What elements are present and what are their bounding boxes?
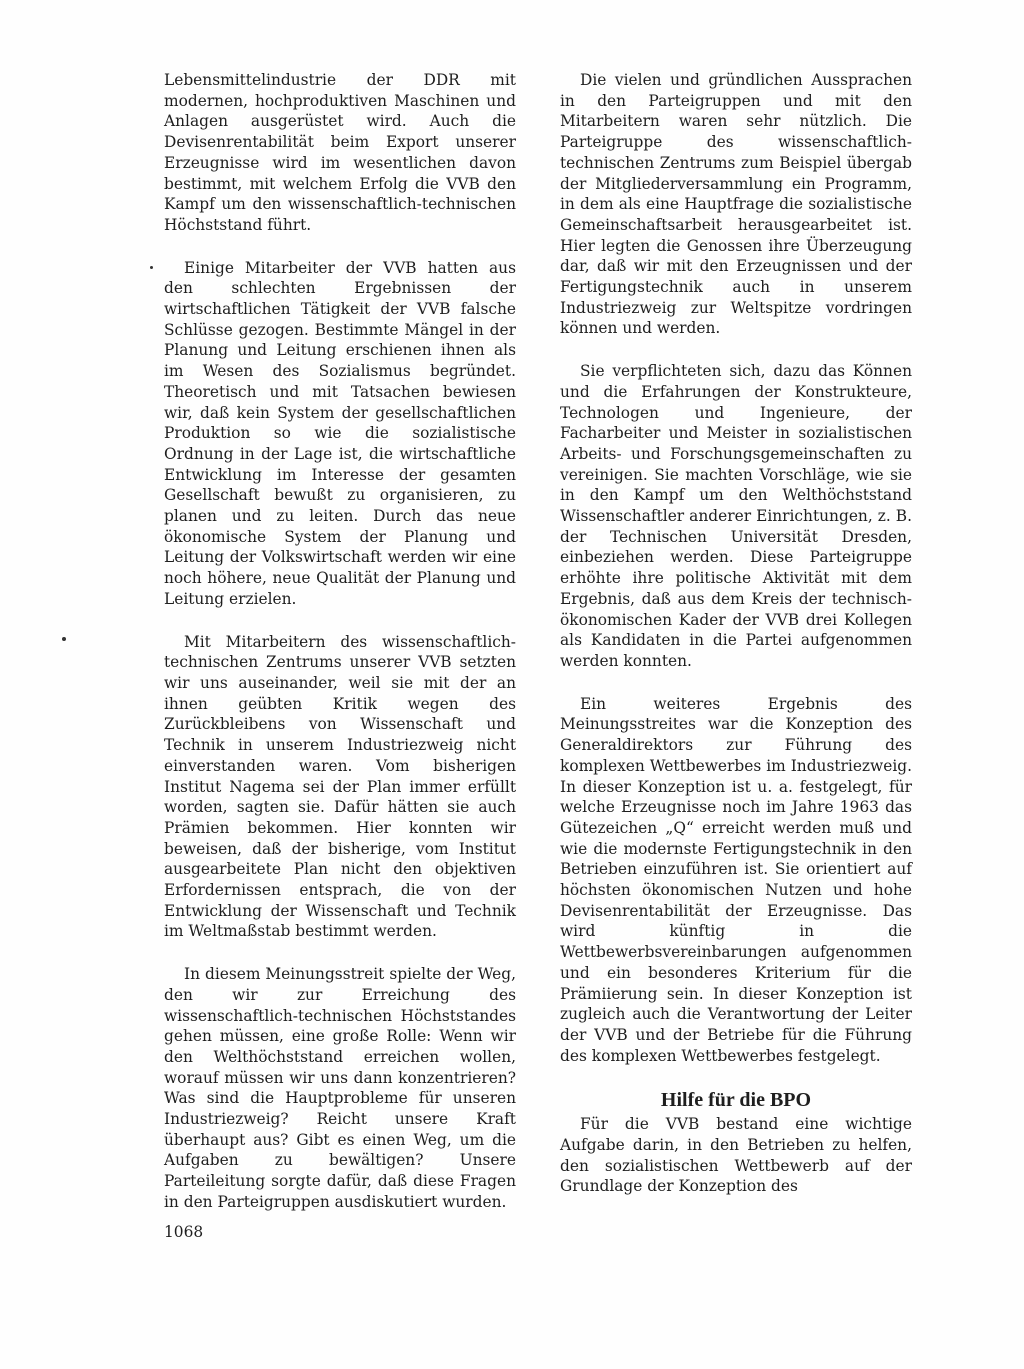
- paragraph: Die vielen und gründlichen Aussprachen in den Parteigruppen und mit den Mitarbeitern waren sehr nützlich. Die Parteigruppe des wissenschaftlich-technischen Zentrums zum Beispiel übergab der Mitgliederversammlung ein Programm, in dem als eine Hauptfrage die sozialistische Gemeinschaftsarbeit herausgearbeitet ist. Hier legten die Genossen ihre Überzeugung dar, daß wir mit den Erzeugnissen und der Fertigungstechnik auch in unserem Industriezweig zur Weltspitze vordringen können und werden.: [560, 71, 912, 338]
- ink-speck: [62, 637, 66, 641]
- paragraph: Ein weiteres Ergebnis des Meinungsstreites war die Konzeption des Generaldirektors zur Führung des komplexen Wettbewerbes im Industriezweig. In dieser Konzeption ist u. a. festgelegt, für welche Erzeugnisse noch im Jahre 1963 das Gütezeichen „Q“ erreicht werden muß und wie die modernste Fertigungstechnik in den Betrieben einzuführen ist. Sie orientiert auf höchsten ökonomischen Nutzen und hohe Devisenrentabilität der Erzeugnisse. Das wird künftig in die Wettbewerbsvereinbarungen aufgenommen und ein besonderes Kriterium für die Prämiierung sein. In dieser Konzeption ist zugleich auch die Verantwortung der Leiter der VVB und der Betriebe für die Führung des komplexen Wettbewerbes festgelegt.: [560, 694, 912, 1065]
- paragraph: Für die VVB bestand eine wichtige Aufgabe darin, in den Betrieben zu helfen, den sozialistischen Wettbewerb auf der Grundlage der Konzeption des: [560, 1115, 912, 1196]
- paragraph: Mit Mitarbeitern des wissenschaftlich-technischen Zentrums unserer VVB setzten wir uns auseinander, weil sie mit der an ihnen geübten Kritik wegen des Zurückbleibens von Wissenschaft und Technik in unserem Industriezweig nicht einverstanden waren. Vom bisherigen Institut Nagema sei der Plan immer erfüllt worden, sagten sie. Dafür hätten sie auch Prämien bekommen. Hier konnten wir beweisen, daß der bisherige, vom Institut ausgearbeitete Plan nicht den objektiven Erfordernissen entsprach, die von der Entwicklung der Wissenschaft und Technik im Weltmaßstab bestimmt werden.: [164, 632, 516, 941]
- ink-speck: [150, 266, 153, 269]
- paragraph: Lebensmittelindustrie der DDR mit modernen, hochproduktiven Maschinen und Anlagen ausgerüstet wird. Auch die Devisenrentabilität beim Export unserer Erzeugnisse wird im wesentlichen davon bestimmt, mit welchem Erfolg die VVB den Kampf um den wissenschaftlich-technischen Höchststand führt.: [164, 71, 516, 234]
- section-heading: Hilfe für die BPO: [660, 1089, 812, 1112]
- right-column: [560, 70, 912, 1197]
- left-column: [164, 70, 516, 1213]
- paragraph: In diesem Meinungsstreit spielte der Weg, den wir zur Erreichung des wissenschaftlich-technischen Höchststandes gehen müssen, eine große Rolle: Wenn wir den Welthöchststand erreichen wollen, worauf müssen wir uns dann konzentrieren? Was sind die Hauptprobleme für unseren Industriezweig? Reicht unsere Kraft überhaupt aus? Gibt es einen Weg, um die Aufgaben zu bewältigen? Unsere Parteileitung sorgte dafür, daß diese Fragen in den Parteigruppen ausdiskutiert wurden.: [164, 965, 516, 1211]
- paragraph: Einige Mitarbeiter der VVB hatten aus den schlechten Ergebnissen der wirtschaftlichen Tätigkeit der VVB falsche Schlüsse gezogen. Bestimmte Mängel in der Planung und Leitung erschienen ihnen als im Wesen des Sozialismus begründet. Theoretisch und mit Tatsachen bewiesen wir, daß kein System der gesellschaftlichen Produktion so wie die sozialistische Ordnung in der Lage ist, die wirtschaftliche Entwicklung im Interesse der gesamten Gesellschaft bewußt zu organisieren, zu planen und zu leiten. Durch das neue ökonomische System der Planung und Leitung der Volkswirtschaft werden wir eine noch höhere, neue Qualität der Planung und Leitung erzielen.: [164, 258, 516, 608]
- page-number: 1068: [164, 1223, 204, 1241]
- paragraph: Sie verpflichteten sich, dazu das Können und die Erfahrungen der Konstrukteure, Technologen und Ingenieure, der Facharbeiter und Meister in sozialistischen Arbeits- und Forschungsgemeinschaften zu vereinigen. Sie machten Vorschläge, wie sie in den Kampf um den Welthöchststand Wissenschaftler anderer Einrichtungen, z. B. der Technischen Universität Dresden, einbeziehen werden. Diese Parteigruppe erhöhte ihre politische Aktivität mit dem Ergebnis, daß aus dem Kreis der technisch-ökonomischen Kader der VVB drei Kollegen als Kandidaten in die Partei aufgenommen werden konnten.: [560, 362, 912, 670]
